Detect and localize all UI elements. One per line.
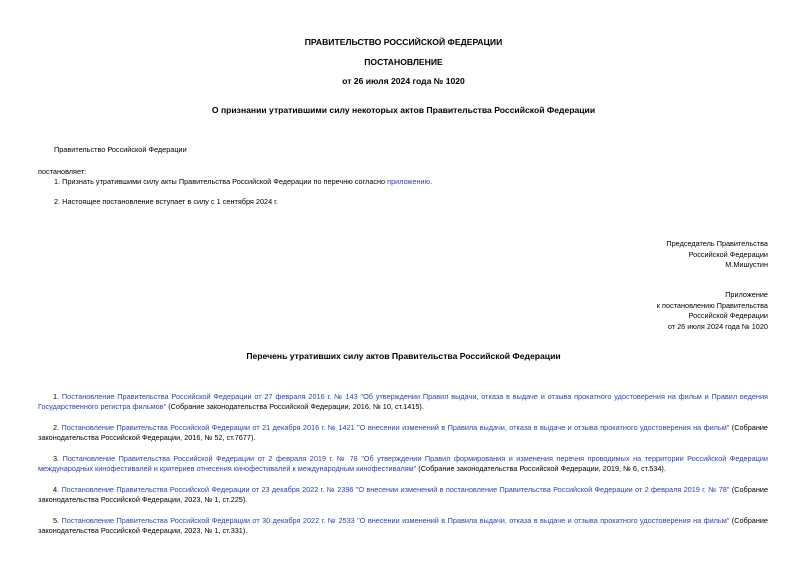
paragraph-1 <box>54 177 432 187</box>
appendix-line-2: к постановлению Правительства <box>656 300 768 310</box>
list-item <box>38 485 768 505</box>
signature-line-2: Российской Федерации <box>688 249 768 259</box>
appendix-line-1: Приложение <box>725 290 768 299</box>
list-item <box>38 454 768 474</box>
issuer-text: Правительство Российской Федерации <box>54 145 187 154</box>
appendix-block <box>657 290 768 332</box>
paragraph-1-end: . <box>430 177 433 186</box>
item-number: 3. <box>53 454 60 463</box>
act-source: (Собрание законодательства Российской Федерации, 2023, № 1, ст.225). <box>38 485 769 504</box>
list-item <box>38 423 768 443</box>
paragraph-1-text: 1. Признать утратившими силу акты Правительства Российской Федерации по перечню согласно <box>54 177 386 186</box>
act-source: (Собрание законодательства Российской Федерации, 2016, № 52, ст.7677). <box>38 423 768 442</box>
appendix-title: Перечень утративших силу актов Правительства Российской Федерации <box>246 351 561 361</box>
act-link[interactable]: Постановление Правительства Российской Федерации от 21 декабря 2016 г. № 1421 "О внесении изменений в Правила выдачи, отказа в выдаче и отзыва прокатного удостоверения на фильм" <box>61 423 730 432</box>
document-date: от 26 июля 2024 года № 1020 <box>342 76 465 86</box>
appendix-line-3: Российской Федерации <box>688 311 768 320</box>
act-source: (Собрание законодательства Российской Федерации, 2016, № 10, ст.1415). <box>166 402 424 411</box>
act-link[interactable]: Постановление Правительства Российской Федерации от 30 декабря 2022 г. № 2533 "О внесении изменений в Правила выдачи, отказа в выдаче и отзыва прокатного удостоверения на фильм" <box>61 516 730 525</box>
item-number: 5. <box>53 516 60 525</box>
signature-line-1: Председатель Правительства <box>666 239 768 248</box>
appendix-line-4: от 26 июля 2024 года № 1020 <box>667 321 768 331</box>
list-item <box>38 392 768 412</box>
act-link[interactable]: Постановление Правительства Российской Федерации от 23 декабря 2022 г. № 2396 "О внесении изменений в постановление Правительства Российской Федерации от 2 февраля 2019 г. № 78" <box>61 485 730 494</box>
paragraph-2: 2. Настоящее постановление вступает в силу с 1 сентября 2024 г. <box>54 197 278 206</box>
item-number: 2. <box>53 423 60 432</box>
item-number: 1. <box>53 392 60 401</box>
act-source: (Собрание законодательства Российской Федерации, 2019, № 6, ст.534). <box>416 464 666 473</box>
appendix-link[interactable]: приложению <box>387 177 431 186</box>
act-link[interactable]: Постановление Правительства Российской Федерации от 2 февраля 2019 г. № 78 "Об утверждении Правил формирования и изменения перечня проводимых на территории Российской Федерации международных кинофестивалей и критериев отнесения кинофестивалей к международным кинофестивалям" <box>38 454 768 473</box>
document-type: ПОСТАНОВЛЕНИЕ <box>364 57 443 67</box>
list-item <box>38 516 768 536</box>
signature-name: М.Мишустин <box>725 260 768 269</box>
decides-text: постановляет: <box>38 167 87 176</box>
act-link[interactable]: Постановление Правительства Российской Федерации от 27 февраля 2016 г. № 143 "Об утверждении Правил выдачи, отказа в выдаче и отзыва прокатного удостоверения на фильм и Правил ведения Государственного регистра фильмов" <box>38 392 768 411</box>
act-source: (Собрание законодательства Российской Федерации, 2023, № 1, ст.331). <box>38 516 768 535</box>
government-heading: ПРАВИТЕЛЬСТВО РОССИЙСКОЙ ФЕДЕРАЦИИ <box>304 37 503 47</box>
document-title: О признании утратившими силу некоторых актов Правительства Российской Федерации <box>211 105 596 115</box>
item-number: 4. <box>53 485 60 494</box>
signature-block <box>666 239 768 271</box>
